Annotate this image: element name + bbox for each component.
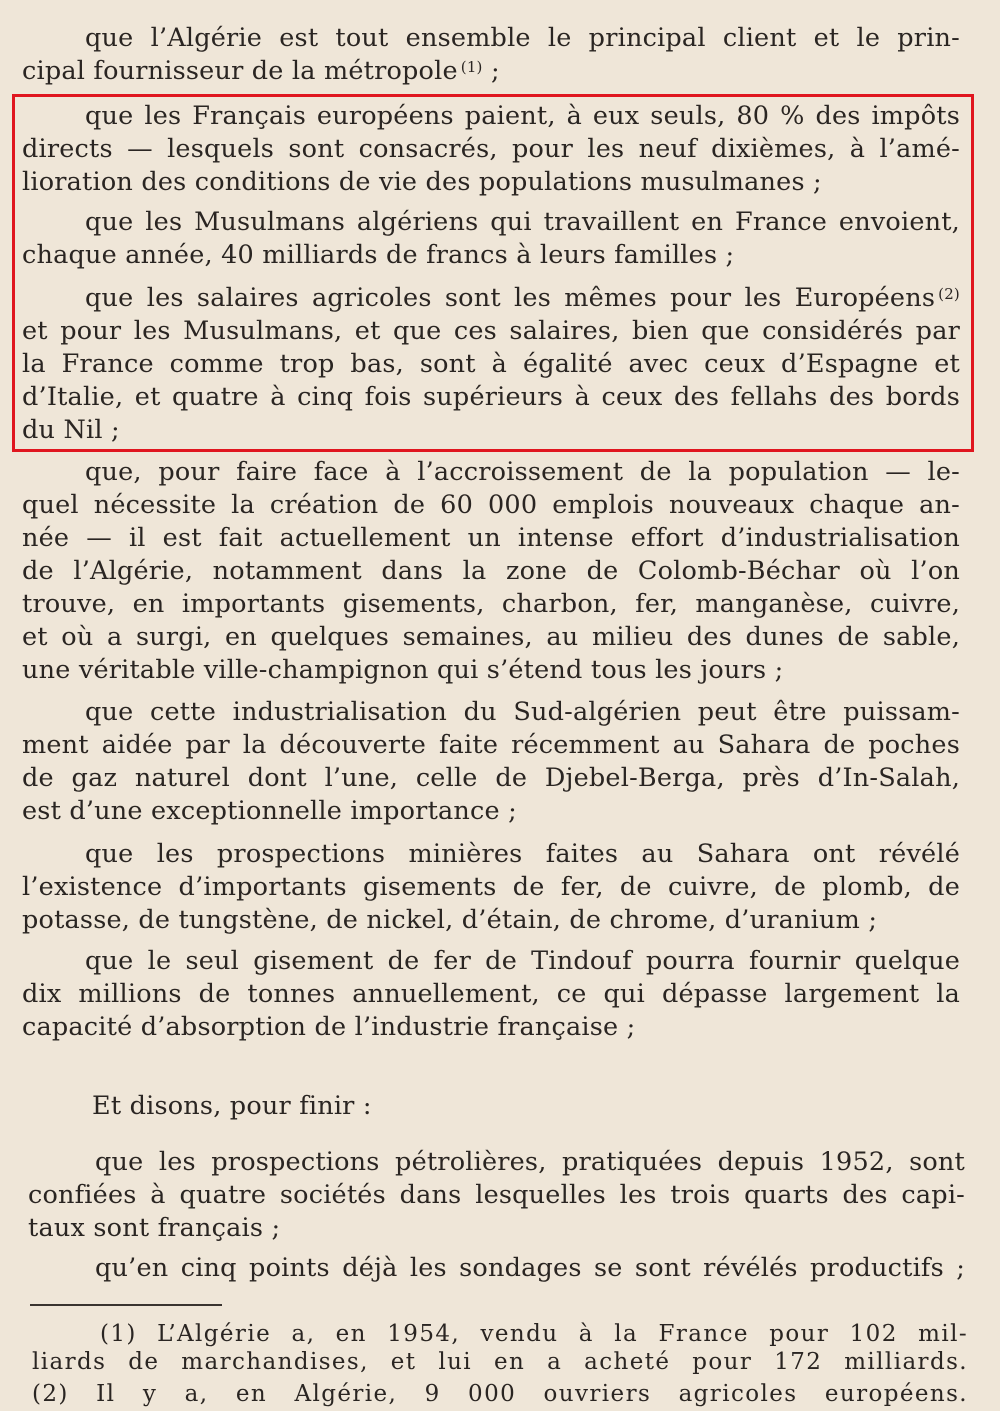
text-line: trouve, en importants gisements, charbon, fer, manganèse, cuivre,	[22, 589, 960, 619]
text-line: que l’Algérie est tout ensemble le principal client et le prin-	[85, 23, 960, 53]
text-line: du Nil ;	[22, 415, 120, 445]
text-line: taux sont français ;	[28, 1213, 281, 1243]
text-line: chaque année, 40 milliards de francs à leurs familles ;	[22, 240, 735, 270]
text-line: confiées à quatre sociétés dans lesquelles les trois quarts des capi-	[28, 1180, 965, 1210]
text-line: que cette industrialisation du Sud-algérien peut être puissam-	[85, 697, 960, 727]
footnote-line: (2) Il y a, en Algérie, 9 000 ouvriers agricoles européens.	[32, 1381, 968, 1407]
text-line: que les prospections minières faites au Sahara ont révélé	[85, 839, 960, 869]
text-line: que les Français européens paient, à eux seuls, 80 % des impôts	[85, 101, 960, 131]
text-line: de gaz naturel dont l’une, celle de Djebel-Berga, près d’In-Salah,	[22, 763, 960, 793]
text-line: une véritable ville-champignon qui s’étend tous les jours ;	[22, 655, 784, 685]
footnote-rule	[30, 1304, 222, 1306]
text-line: l’existence d’importants gisements de fer, de cuivre, de plomb, de	[22, 872, 960, 902]
footnote-ref: (1)	[460, 58, 483, 76]
text-line: et pour les Musulmans, et que ces salaires, bien que considérés par	[22, 316, 960, 346]
text-line: directs — lesquels sont consacrés, pour les neuf dixièmes, à l’amé-	[22, 134, 960, 164]
text-line: que les salaires agricoles sont les mêmes pour les Européens $^{(2)}$	[85, 283, 960, 313]
text-line: qu’en cinq points déjà les sondages se sont révélés productifs ;	[95, 1253, 965, 1283]
footnote-line: (1) L’Algérie a, en 1954, vendu à la France pour 102 mil-	[100, 1321, 968, 1347]
text-line: dix millions de tonnes annuellement, ce qui dépasse largement la	[22, 979, 960, 1009]
text-line: d’Italie, et quatre à cinq fois supérieurs à ceux des fellahs des bords	[22, 382, 960, 412]
text-line: est d’une exceptionnelle importance ;	[22, 796, 517, 826]
text-line: que les Musulmans algériens qui travaillent en France envoient,	[85, 207, 960, 237]
text-line: et où a surgi, en quelques semaines, au milieu des dunes de sable,	[22, 622, 960, 652]
text-line: capacité d’absorption de l’industrie française ;	[22, 1012, 636, 1042]
text-line: lioration des conditions de vie des populations musulmanes ;	[22, 167, 822, 197]
text-line: cipal fournisseur de la métropole $^{(1)}$ ;	[22, 56, 500, 86]
text-line: la France comme trop bas, sont à égalité avec ceux d’Espagne et	[22, 349, 960, 379]
text-line: Et disons, pour finir :	[92, 1091, 372, 1121]
text-line: née — il est fait actuellement un intense effort d’industrialisation	[22, 523, 960, 553]
text-line: quel nécessite la création de 60 000 emplois nouveaux chaque an-	[22, 490, 960, 520]
text-line: que les prospections pétrolières, pratiquées depuis 1952, sont	[95, 1147, 965, 1177]
text-line: que le seul gisement de fer de Tindouf pourra fournir quelque	[85, 946, 960, 976]
text-line: que, pour faire face à l’accroissement de la population — le-	[85, 457, 960, 487]
footnote-line: liards de marchandises, et lui en a acheté pour 172 milliards.	[32, 1349, 968, 1375]
text-line: potasse, de tungstène, de nickel, d’étain, de chrome, d’uranium ;	[22, 905, 878, 935]
text-line: de l’Algérie, notamment dans la zone de Colomb-Béchar où l’on	[22, 556, 960, 586]
text-line: ment aidée par la découverte faite récemment au Sahara de poches	[22, 730, 960, 760]
footnote-ref: (2)	[938, 285, 960, 303]
